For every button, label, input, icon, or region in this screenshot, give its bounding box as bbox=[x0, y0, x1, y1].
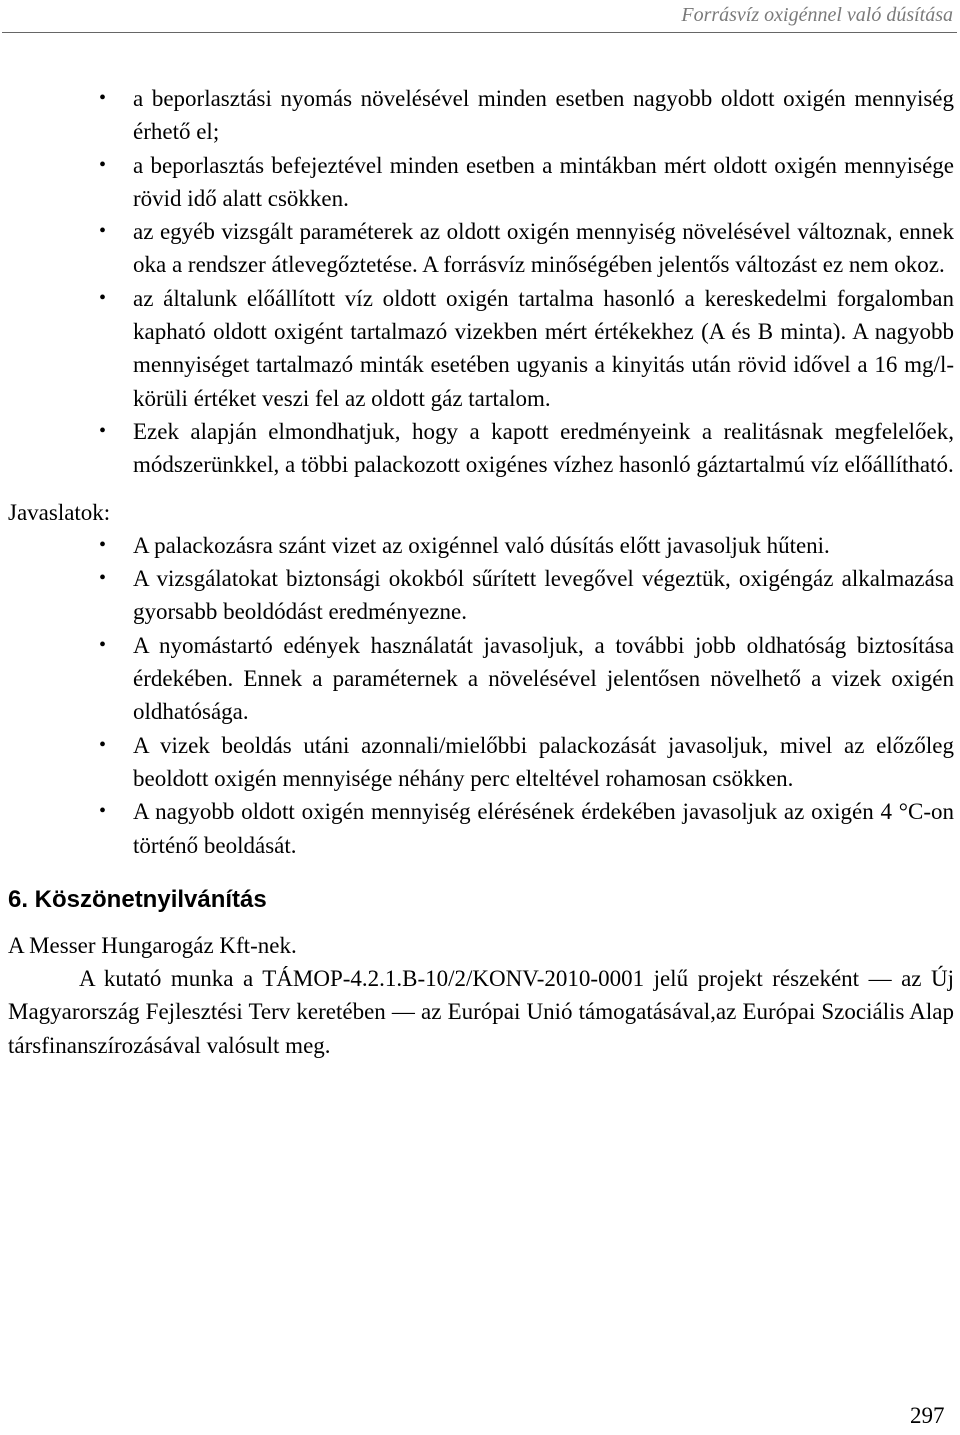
list-item-text: A nagyobb oldott oxigén mennyiség elérésének érdekében javasoljuk az oxigén 4 °C-on történő beoldását. bbox=[133, 799, 954, 858]
list-item-text: A vizek beoldás utáni azonnali/mielőbbi palackozását javasoljuk, mivel az előzőleg beoldott oxigén mennyisége néhány perc elteltével rohamosan csökken. bbox=[133, 732, 954, 791]
list-item-text: Ezek alapján elmondhatjuk, hogy a kapott eredményeink a realitásnak megfelelőek, módszerünkkel, a többi palackozott oxigénes vízhez hasonló gáztartalmú víz előállítható. bbox=[133, 418, 954, 478]
list-item-text: A nyomástartó edények használatát javasoljuk, a további jobb oldhatóság biztosítása érdekében. Ennek a paraméternek a növelésével jelentősen növelhető a vizek oxigén oldhatósága. bbox=[133, 632, 954, 725]
bullet-icon: • bbox=[99, 800, 107, 823]
bullet-icon: • bbox=[99, 87, 107, 109]
list-item bbox=[0, 415, 960, 482]
acknowledgement-line: A Messer Hungarogáz Kft-nek. bbox=[8, 932, 297, 958]
list-item bbox=[0, 529, 960, 562]
list-item-text: A vizsgálatokat biztonsági okokból sűrített levegővel végeztük, oxigéngáz alkalmazása gyorsabb beoldódást eredményezne. bbox=[133, 566, 954, 625]
list-item-text: az általunk előállított víz oldott oxigén tartalma hasonló a kereskedelmi forgalomban kapható oldott oxigént tartalmazó vizekben mért értékekhez (A és B minta). A nagyobb mennyiséget tartalmazó minták esetében ugyanis a kinyitás után rövid idővel a 16 mg/l-körüli értéket veszi fel az oldott gáz tartalom. bbox=[133, 285, 954, 411]
section-heading-acknowledgements: 6. Köszönetnyilvánítás bbox=[8, 885, 267, 913]
list-item bbox=[0, 215, 960, 282]
list-item bbox=[0, 795, 960, 862]
list-item-text: a beporlasztás befejeztével minden esetben a mintákban mért oldott oxigén mennyisége rövid idő alatt csökken. bbox=[133, 152, 954, 211]
bullet-icon: • bbox=[99, 220, 107, 243]
header-divider bbox=[2, 32, 957, 33]
bullet-icon: • bbox=[99, 733, 107, 756]
bullet-icon: • bbox=[99, 153, 107, 176]
list-item-text: a beporlasztási nyomás növelésével minden esetben nagyobb oldott oxigén mennyiség érhető el; bbox=[133, 86, 954, 145]
list-item bbox=[0, 562, 960, 629]
list-item bbox=[0, 82, 960, 149]
list-item bbox=[0, 729, 960, 796]
bullet-icon: • bbox=[99, 533, 107, 556]
conclusions-list bbox=[0, 82, 960, 482]
list-item-text: az egyéb vizsgált paraméterek az oldott oxigén mennyiség növelésével változnak, ennek oka a rendszer átlevegőztetése. A forrásvíz minőségében jelentős változást ez nem okoz. bbox=[133, 219, 954, 278]
bullet-icon: • bbox=[99, 633, 107, 656]
recommendations-label: Javaslatok: bbox=[8, 499, 111, 525]
bullet-icon: • bbox=[99, 567, 107, 590]
list-item bbox=[0, 629, 960, 729]
list-item bbox=[0, 282, 960, 415]
running-header-title: Forrásvíz oxigénnel való dúsítása bbox=[681, 4, 953, 26]
acknowledgement-paragraph: A kutató munka a TÁMOP-4.2.1.B-10/2/KONV-2010-0001 jelű projekt részeként — az Új Magyarország Fejlesztési Terv keretében — az Európai Unió támogatásával,az Európai Szociális Alap társfinanszírozásával valósult meg. bbox=[8, 966, 954, 1058]
list-item bbox=[0, 149, 960, 216]
page-body bbox=[0, 82, 960, 1062]
recommendations-list bbox=[0, 529, 960, 862]
bullet-icon: • bbox=[99, 286, 107, 309]
page-number: 297 bbox=[910, 1403, 945, 1428]
bullet-icon: • bbox=[99, 419, 107, 442]
list-item-text: A palackozásra szánt vizet az oxigénnel való dúsítás előtt javasoljuk hűteni. bbox=[133, 532, 830, 558]
